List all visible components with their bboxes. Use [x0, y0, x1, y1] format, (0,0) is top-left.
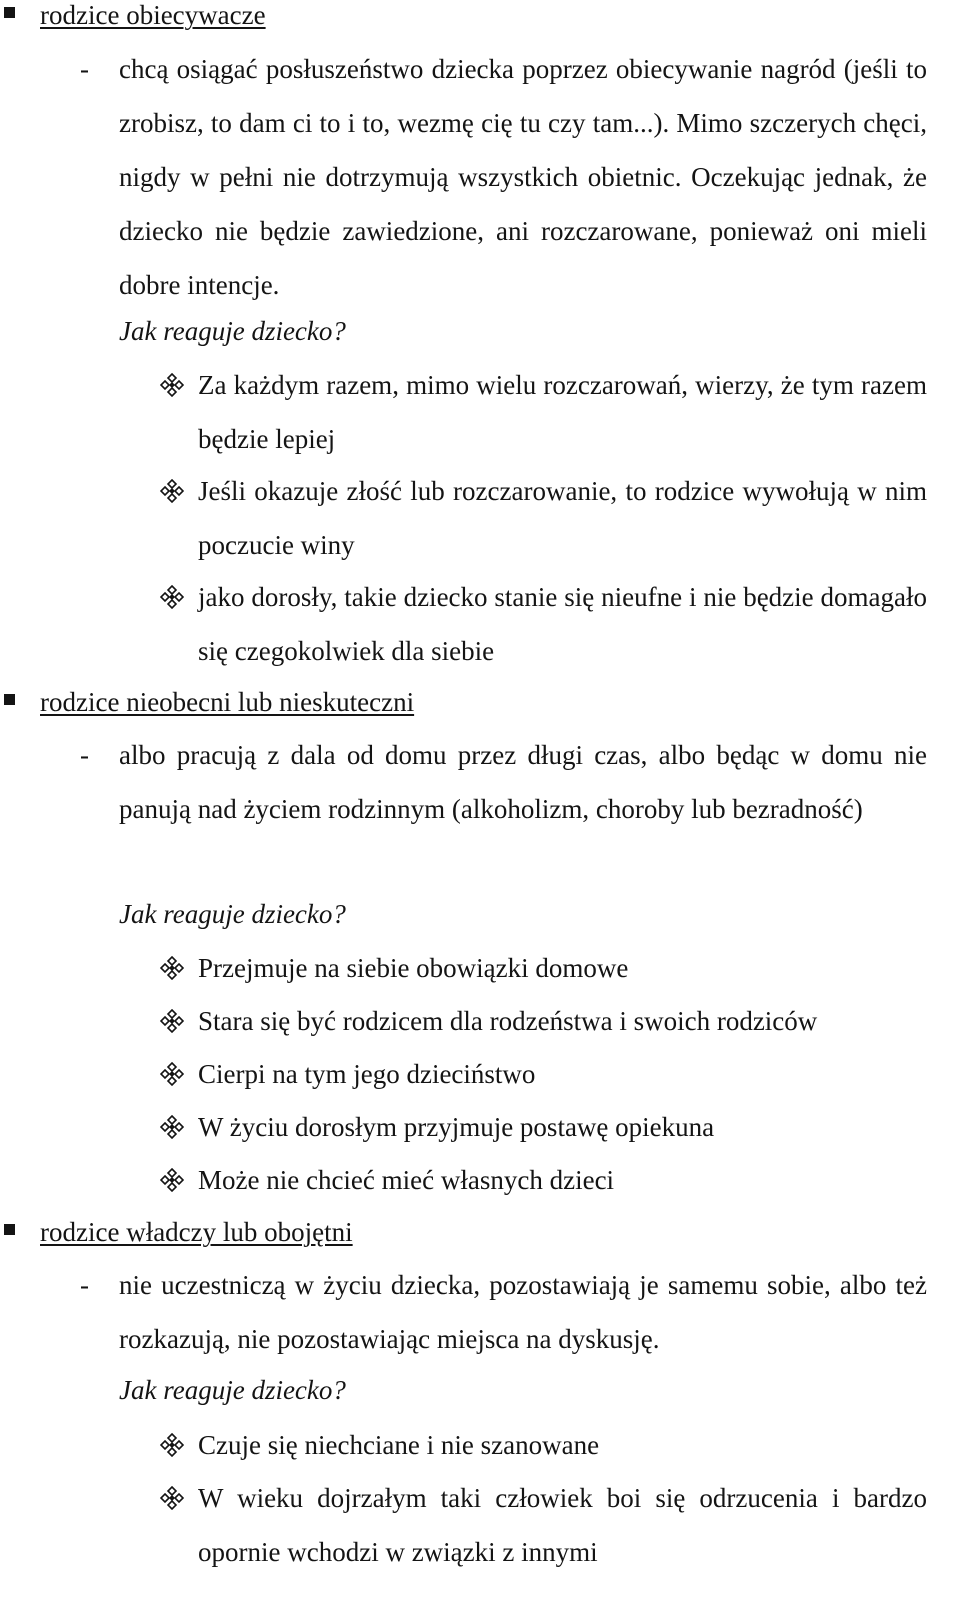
- list-item-text: jako dorosły, takie dziecko stanie się nieufne i nie będzie domagało się czegokolwiek dla siebie: [198, 582, 927, 666]
- section-title: rodzice obiecywacze: [40, 0, 266, 30]
- dash-marker: -: [80, 1270, 89, 1300]
- square-bullet-icon: [4, 694, 15, 705]
- diamond-bullet-icon: [160, 1486, 184, 1510]
- section-title: rodzice władczy lub obojętni: [40, 1217, 353, 1247]
- list-item-text: Może nie chcieć mieć własnych dzieci: [198, 1165, 615, 1195]
- list-item-text: Cierpi na tym jego dzieciństwo: [198, 1059, 536, 1089]
- diamond-bullet-icon: [160, 585, 184, 609]
- description-text: albo pracują z dala od domu przez długi czas, albo będąc w domu nie panują nad życiem rodzinnym (alkoholizm, choroby lub bezradność): [119, 740, 927, 824]
- section-title: rodzice nieobecni lub nieskuteczni: [40, 687, 415, 717]
- description-text: chcą osiągać posłuszeństwo dziecka poprzez obiecywanie nagród (jeśli to zrobisz, to dam ci to i to, wezmę cię tu czy tam...). Mimo szczerych chęci, nigdy w pełni nie dotrzymują wszystkich obietnic. Oczekując jednak, że dziecko nie będzie zawiedzione, ani rozczarowane, ponieważ oni mieli dobre intencje.: [119, 54, 927, 300]
- list-item-text: Czuje się niechciane i nie szanowane: [198, 1430, 600, 1460]
- dash-marker: -: [80, 740, 89, 770]
- list-item-text: Stara się być rodzicem dla rodzeństwa i swoich rodziców: [198, 1006, 818, 1036]
- list-item-text: Za każdym razem, mimo wielu rozczarowań, wierzy, że tym razem będzie lepiej: [198, 370, 927, 454]
- section-description: [0, 728, 958, 890]
- diamond-bullet-icon: [160, 1433, 184, 1457]
- dash-marker: -: [80, 54, 89, 84]
- diamond-bullet-icon: [160, 373, 184, 397]
- diamond-bullet-icon: [160, 1168, 184, 1192]
- list-item-text: W życiu dorosłym przyjmuje postawę opiekuna: [198, 1112, 715, 1142]
- square-bullet-icon: [4, 7, 15, 18]
- diamond-bullet-icon: [160, 479, 184, 503]
- diamond-bullet-icon: [160, 1009, 184, 1033]
- question-heading: Jak reaguje dziecko?: [119, 899, 346, 929]
- diamond-bullet-icon: [160, 1115, 184, 1139]
- list-item-text: Jeśli okazuje złość lub rozczarowanie, to rodzice wywołują w nim poczucie winy: [198, 476, 927, 560]
- diamond-bullet-icon: [160, 956, 184, 980]
- diamond-bullet-icon: [160, 1062, 184, 1086]
- list-item-text: Przejmuje na siebie obowiązki domowe: [198, 953, 629, 983]
- question-heading: Jak reaguje dziecko?: [119, 1375, 346, 1405]
- section-description: [0, 42, 958, 312]
- section-description: [0, 1258, 958, 1366]
- question-heading: Jak reaguje dziecko?: [119, 316, 346, 346]
- list-item-text: W wieku dojrzałym taki człowiek boi się odrzucenia i bardzo opornie wchodzi w związki z innymi: [198, 1483, 927, 1567]
- description-text: nie uczestniczą w życiu dziecka, pozostawiają je samemu sobie, albo też rozkazują, nie pozostawiając miejsca na dyskusję.: [119, 1270, 927, 1354]
- square-bullet-icon: [4, 1224, 15, 1235]
